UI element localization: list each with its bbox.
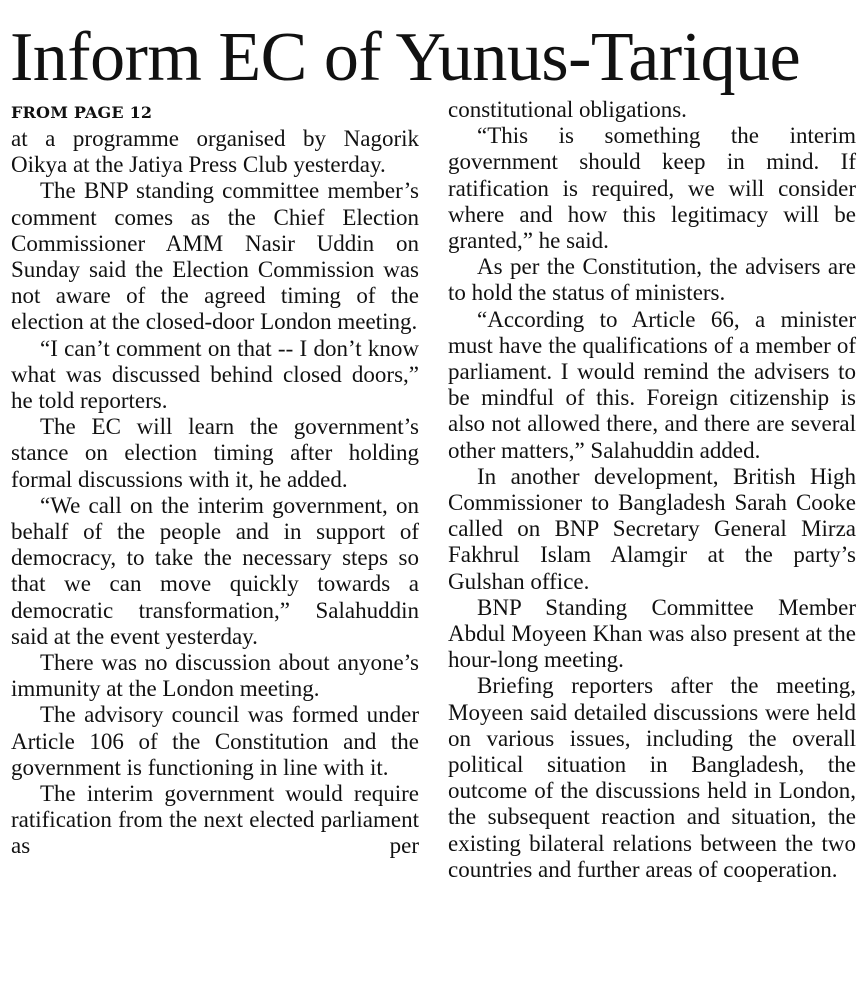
paragraph-right-2: “This is something the interim government should keep in mind. If ratification is required, we will consider where and how this legitimacy will be granted,” he said. [448, 123, 856, 254]
paragraph-left-4: The EC will learn the government’s stance on election timing after holding formal discussions with it, he added. [11, 414, 419, 492]
headline: Inform EC of Yunus-Tarique [10, 19, 801, 96]
paragraph-left-1: at a programme organised by Nagorik Oikya at the Jatiya Press Club yesterday. [11, 126, 419, 178]
paragraph-right-4: “According to Article 66, a minister must have the qualifications of a member of parliament. I would remind the advisers to be mindful of this. Foreign citizenship is also not allowed there, and there are several other matters,” Salahuddin added. [448, 306, 856, 463]
paragraph-right-6: BNP Standing Committee Member Abdul Moyeen Khan was also present at the hour-long meeting. [448, 594, 856, 673]
article-column-left [11, 100, 419, 860]
continuation-kicker: FROM PAGE 12 [11, 103, 153, 122]
paragraph-right-1: constitutional obligations. [448, 97, 687, 122]
paragraph-left-5: “We call on the interim government, on behalf of the people and in support of democracy, to take the necessary steps so that we can move quickly towards a democratic transformation,” Salahuddin said at the event yesterday. [11, 492, 419, 649]
paragraph-right-3: As per the Constitution, the advisers are to hold the status of ministers. [448, 254, 856, 306]
paragraph-right-5: In another development, British High Commissioner to Bangladesh Sarah Cooke called on BNP Secretary General Mirza Fakhrul Islam Alamgir at the party’s Gulshan office. [448, 463, 856, 594]
paragraph-left-7: The advisory council was formed under Article 106 of the Constitution and the government is functioning in line with it. [11, 702, 419, 780]
paragraph-left-3: “I can’t comment on that -- I don’t know what was discussed behind closed doors,” he told reporters. [11, 335, 419, 414]
paragraph-left-8: The interim government would require ratification from the next elected parliament as per [11, 781, 419, 859]
paragraph-left-2: The BNP standing committee member’s comment comes as the Chief Election Commissioner AMM Nasir Uddin on Sunday said the Election Commission was not aware of the agreed timing of the election at the closed-door London meeting. [11, 178, 419, 335]
paragraph-left-6: There was no discussion about anyone’s immunity at the London meeting. [11, 650, 419, 702]
article-column-right [448, 97, 856, 883]
paragraph-right-7: Briefing reporters after the meeting, Moyeen said detailed discussions were held on various issues, including the overall political situation in Bangladesh, the outcome of the discussions held in London, the subsequent reaction and situation, the existing bilateral relations between the two countries and further areas of cooperation. [448, 673, 856, 882]
